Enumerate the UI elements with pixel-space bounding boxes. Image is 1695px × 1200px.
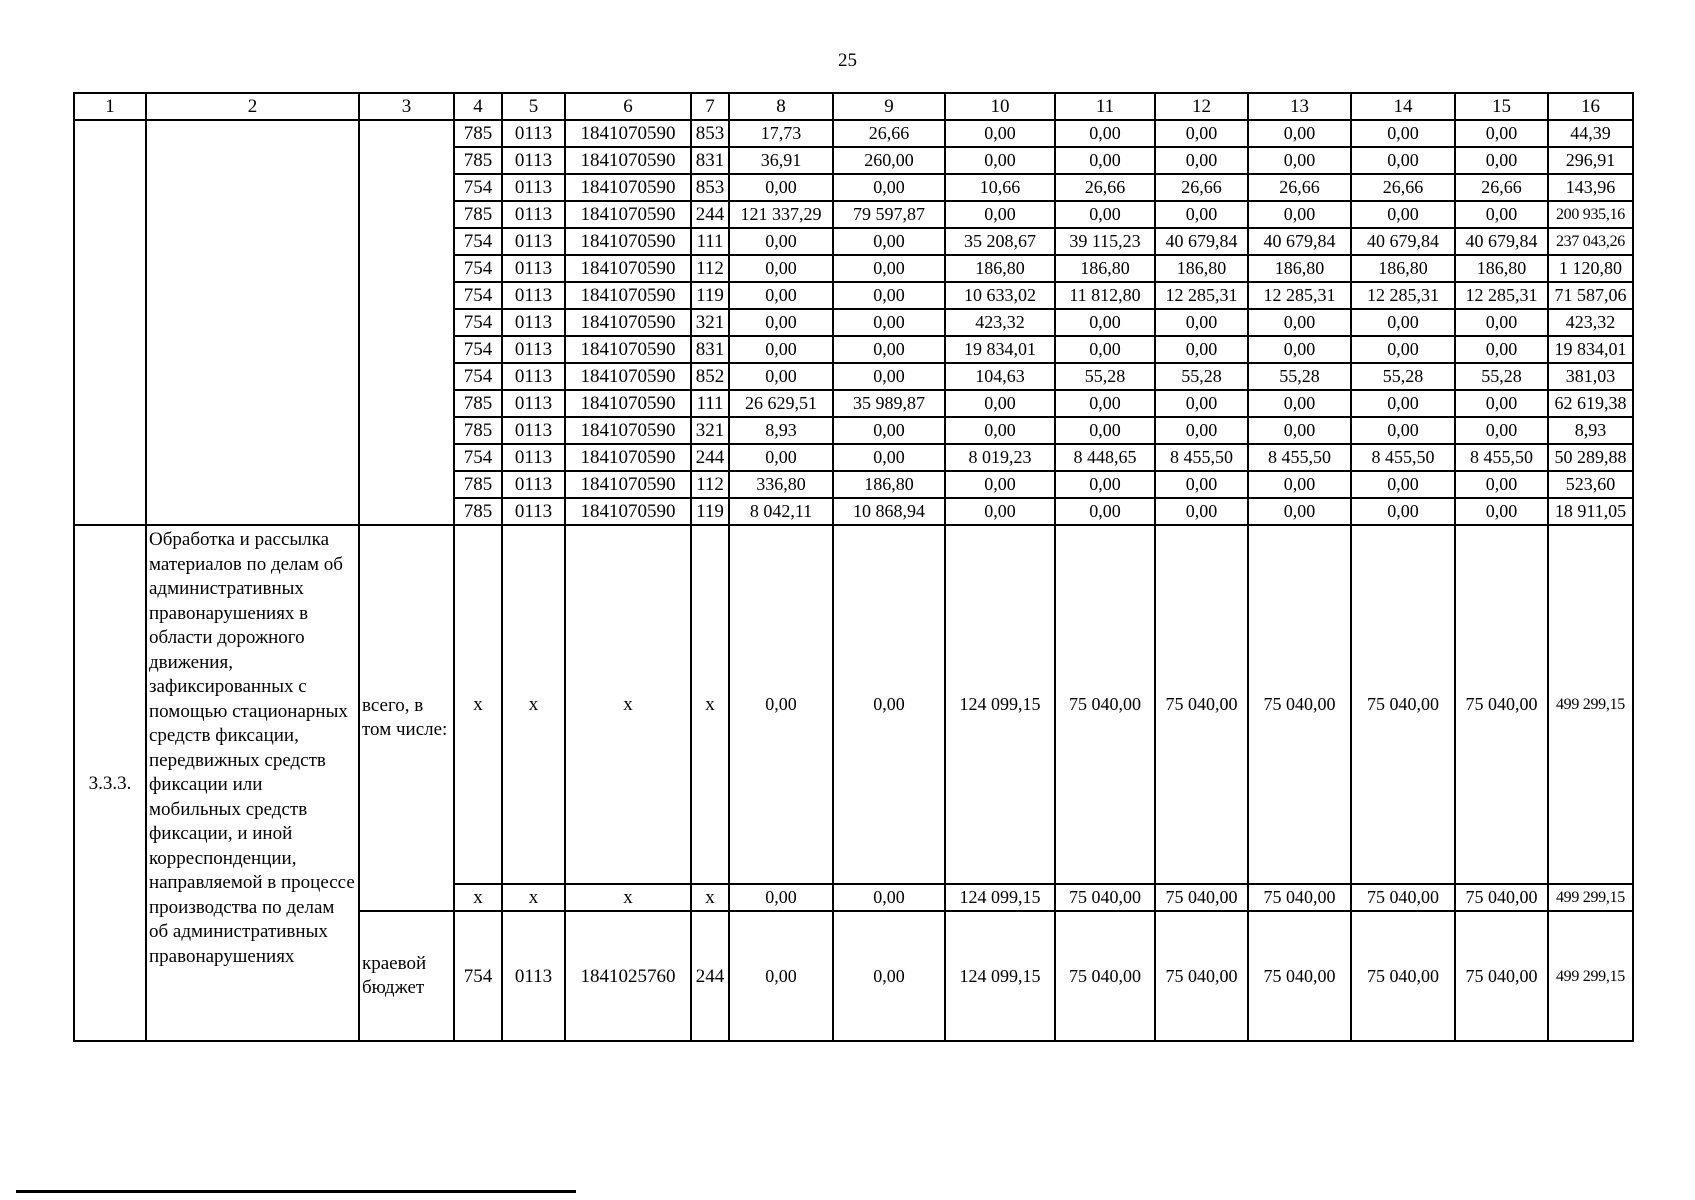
- page-number: 25: [838, 50, 857, 71]
- table-cell: 0,00: [1455, 120, 1548, 147]
- table-cell: 0113: [502, 147, 565, 174]
- header-cell: 6: [565, 93, 691, 120]
- table-cell: 26,66: [1248, 174, 1351, 201]
- table-cell: 0,00: [1155, 309, 1248, 336]
- table-cell: 186,80: [945, 255, 1055, 282]
- header-cell: 3: [359, 93, 454, 120]
- table-cell: 12 285,31: [1455, 282, 1548, 309]
- table-cell: 0,00: [729, 228, 833, 255]
- table-cell: 853: [691, 120, 729, 147]
- table-cell: 0,00: [1351, 147, 1455, 174]
- table-cell: 10 633,02: [945, 282, 1055, 309]
- header-cell: 15: [1455, 93, 1548, 120]
- table-cell: 112: [691, 255, 729, 282]
- table-cell: 12 285,31: [1248, 282, 1351, 309]
- table-cell: 55,28: [1351, 363, 1455, 390]
- table-cell: 0,00: [1248, 417, 1351, 444]
- table-cell: 0,00: [1248, 471, 1351, 498]
- table-cell: 0,00: [1455, 147, 1548, 174]
- regional-cell: 0,00: [833, 911, 945, 1041]
- table-cell: 79 597,87: [833, 201, 945, 228]
- total-cell: x: [565, 525, 691, 884]
- table-cell: 55,28: [1248, 363, 1351, 390]
- table-cell: 0113: [502, 390, 565, 417]
- table-cell: 55,28: [1055, 363, 1155, 390]
- subtotal-cell: 75 040,00: [1248, 884, 1351, 911]
- table-cell: 186,80: [1155, 255, 1248, 282]
- total-cell: x: [454, 525, 502, 884]
- table-cell: 0,00: [833, 336, 945, 363]
- header-cell: 8: [729, 93, 833, 120]
- regional-cell: 0,00: [729, 911, 833, 1041]
- table-cell: 143,96: [1548, 174, 1633, 201]
- table-cell: 423,32: [1548, 309, 1633, 336]
- table-cell: 112: [691, 471, 729, 498]
- regional-cell: 124 099,15: [945, 911, 1055, 1041]
- table-cell: 1841070590: [565, 309, 691, 336]
- header-cell: 10: [945, 93, 1055, 120]
- table-cell: 853: [691, 174, 729, 201]
- table-cell: 0,00: [833, 174, 945, 201]
- table-cell: 40 679,84: [1248, 228, 1351, 255]
- table-cell: 186,80: [1055, 255, 1155, 282]
- table-cell: 12 285,31: [1351, 282, 1455, 309]
- table-cell: 0,00: [945, 498, 1055, 525]
- total-label: всего, в том числе:: [359, 525, 454, 911]
- table-row: [74, 120, 1633, 147]
- table-cell: 785: [454, 147, 502, 174]
- table-cell: 8,93: [1548, 417, 1633, 444]
- table-cell: 321: [691, 417, 729, 444]
- table-cell: 0113: [502, 363, 565, 390]
- subtotal-cell: x: [565, 884, 691, 911]
- table-cell: 0,00: [1455, 390, 1548, 417]
- regional-cell: 1841025760: [565, 911, 691, 1041]
- table-cell: 0,00: [1055, 309, 1155, 336]
- table-cell: 523,60: [1548, 471, 1633, 498]
- table-cell: 754: [454, 336, 502, 363]
- table-cell: 754: [454, 255, 502, 282]
- table-cell: 26,66: [1055, 174, 1155, 201]
- table-cell: 0,00: [729, 174, 833, 201]
- table-cell: 121 337,29: [729, 201, 833, 228]
- table-cell: 0113: [502, 120, 565, 147]
- table-cell: 18 911,05: [1548, 498, 1633, 525]
- regional-cell: 75 040,00: [1248, 911, 1351, 1041]
- total-cell: 0,00: [833, 525, 945, 884]
- table-cell: 26,66: [1455, 174, 1548, 201]
- table-cell: 200 935,16: [1548, 201, 1633, 228]
- total-cell: 75 040,00: [1351, 525, 1455, 884]
- table-cell: 186,80: [1455, 255, 1548, 282]
- table-cell: 423,32: [945, 309, 1055, 336]
- table-cell: 40 679,84: [1155, 228, 1248, 255]
- table-cell: 8 042,11: [729, 498, 833, 525]
- source-cell: [359, 120, 454, 525]
- table-cell: 0,00: [1055, 417, 1155, 444]
- table-cell: 244: [691, 444, 729, 471]
- subtotal-cell: 75 040,00: [1455, 884, 1548, 911]
- table-cell: 0,00: [833, 417, 945, 444]
- table-cell: 321: [691, 309, 729, 336]
- table-cell: 1 120,80: [1548, 255, 1633, 282]
- table-cell: 1841070590: [565, 417, 691, 444]
- total-cell: x: [502, 525, 565, 884]
- table-cell: 186,80: [1351, 255, 1455, 282]
- table-cell: 26 629,51: [729, 390, 833, 417]
- header-cell: 12: [1155, 93, 1248, 120]
- subtotal-cell: 124 099,15: [945, 884, 1055, 911]
- row-number-cell: [74, 120, 146, 525]
- total-cell: 499 299,15: [1548, 525, 1633, 884]
- regional-cell: 75 040,00: [1351, 911, 1455, 1041]
- subtotal-cell: 499 299,15: [1548, 884, 1633, 911]
- regional-cell: 754: [454, 911, 502, 1041]
- section-total-row: [74, 525, 1633, 884]
- table-cell: 0,00: [729, 255, 833, 282]
- table-cell: 785: [454, 120, 502, 147]
- header-row: [74, 93, 1633, 120]
- header-cell: 7: [691, 93, 729, 120]
- table-cell: 0,00: [1248, 498, 1351, 525]
- table-cell: 0,00: [729, 336, 833, 363]
- header-cell: 16: [1548, 93, 1633, 120]
- header-cell: 5: [502, 93, 565, 120]
- table-cell: 0,00: [729, 309, 833, 336]
- table-cell: 381,03: [1548, 363, 1633, 390]
- table-cell: 1841070590: [565, 471, 691, 498]
- table-cell: 0,00: [1155, 147, 1248, 174]
- table-cell: 0113: [502, 336, 565, 363]
- table-cell: 1841070590: [565, 498, 691, 525]
- table-cell: 754: [454, 174, 502, 201]
- table-cell: 0113: [502, 417, 565, 444]
- regional-cell: 75 040,00: [1455, 911, 1548, 1041]
- table-cell: 0,00: [945, 390, 1055, 417]
- table-cell: 0113: [502, 174, 565, 201]
- table-cell: 1841070590: [565, 255, 691, 282]
- table-cell: 0,00: [1055, 147, 1155, 174]
- table-cell: 0,00: [945, 417, 1055, 444]
- table-cell: 0,00: [1351, 390, 1455, 417]
- table-cell: 1841070590: [565, 282, 691, 309]
- table-cell: 0,00: [1155, 120, 1248, 147]
- total-cell: 124 099,15: [945, 525, 1055, 884]
- table-cell: 1841070590: [565, 336, 691, 363]
- section-description: Обработка и рассылка материалов по делам об административных правонарушениях в области дорожного движения, зафиксированных с помощью стационарных средств фиксации, передвижных средств фиксации или мобильных средств фиксации, и иной корреспонденции, направляемой в процессе производства по делам об административных правонарушениях: [146, 525, 359, 1041]
- table-cell: 1841070590: [565, 120, 691, 147]
- table-cell: 119: [691, 498, 729, 525]
- table-cell: 0113: [502, 201, 565, 228]
- subtotal-cell: x: [502, 884, 565, 911]
- subtotal-cell: x: [454, 884, 502, 911]
- table-cell: 11 812,80: [1055, 282, 1155, 309]
- table-cell: 10,66: [945, 174, 1055, 201]
- regional-cell: 75 040,00: [1055, 911, 1155, 1041]
- table-cell: 0113: [502, 444, 565, 471]
- table-cell: 754: [454, 282, 502, 309]
- total-cell: 0,00: [729, 525, 833, 884]
- table-cell: 0,00: [945, 201, 1055, 228]
- table-cell: 55,28: [1455, 363, 1548, 390]
- header-cell: 4: [454, 93, 502, 120]
- table-cell: 8 455,50: [1155, 444, 1248, 471]
- table-cell: 40 679,84: [1455, 228, 1548, 255]
- regional-cell: 244: [691, 911, 729, 1041]
- description-cell: [146, 120, 359, 525]
- table-cell: 10 868,94: [833, 498, 945, 525]
- table-cell: 0,00: [1455, 417, 1548, 444]
- table-cell: 0,00: [945, 120, 1055, 147]
- table-cell: 111: [691, 390, 729, 417]
- table-cell: 0,00: [1455, 471, 1548, 498]
- table-cell: 0,00: [1351, 336, 1455, 363]
- table-cell: 0,00: [1155, 417, 1248, 444]
- subtotal-cell: x: [691, 884, 729, 911]
- header-cell: 1: [74, 93, 146, 120]
- table-cell: 50 289,88: [1548, 444, 1633, 471]
- table-cell: 39 115,23: [1055, 228, 1155, 255]
- total-cell: 75 040,00: [1155, 525, 1248, 884]
- subtotal-cell: 0,00: [729, 884, 833, 911]
- header-cell: 9: [833, 93, 945, 120]
- table-cell: 0113: [502, 309, 565, 336]
- table-cell: 0,00: [1248, 147, 1351, 174]
- table-cell: 0,00: [1055, 201, 1155, 228]
- table-cell: 35 989,87: [833, 390, 945, 417]
- table-cell: 0,00: [1455, 309, 1548, 336]
- table-cell: 0,00: [945, 471, 1055, 498]
- table-cell: 0,00: [1155, 390, 1248, 417]
- table-cell: 0,00: [1055, 471, 1155, 498]
- table-cell: 0113: [502, 471, 565, 498]
- subtotal-cell: 0,00: [833, 884, 945, 911]
- table-cell: 8 448,65: [1055, 444, 1155, 471]
- table-cell: 754: [454, 363, 502, 390]
- header-cell: 2: [146, 93, 359, 120]
- table-cell: 40 679,84: [1351, 228, 1455, 255]
- table-cell: 0,00: [1248, 309, 1351, 336]
- table-cell: 1841070590: [565, 147, 691, 174]
- table-cell: 186,80: [833, 471, 945, 498]
- table-cell: 36,91: [729, 147, 833, 174]
- table-cell: 754: [454, 228, 502, 255]
- table-cell: 0,00: [833, 282, 945, 309]
- table-cell: 0,00: [729, 363, 833, 390]
- table-cell: 8 019,23: [945, 444, 1055, 471]
- total-cell: 75 040,00: [1248, 525, 1351, 884]
- table-cell: 0113: [502, 498, 565, 525]
- table-cell: 35 208,67: [945, 228, 1055, 255]
- table-cell: 0,00: [729, 282, 833, 309]
- table-cell: 26,66: [1155, 174, 1248, 201]
- subtotal-cell: 75 040,00: [1155, 884, 1248, 911]
- table-cell: 8 455,50: [1455, 444, 1548, 471]
- table-cell: 0,00: [1155, 471, 1248, 498]
- table-cell: 0,00: [1351, 120, 1455, 147]
- table-cell: 0,00: [1455, 336, 1548, 363]
- table-cell: 55,28: [1155, 363, 1248, 390]
- table-cell: 19 834,01: [1548, 336, 1633, 363]
- table-cell: 186,80: [1248, 255, 1351, 282]
- table-cell: 1841070590: [565, 390, 691, 417]
- table-cell: 0,00: [1248, 120, 1351, 147]
- table-cell: 754: [454, 444, 502, 471]
- table-cell: 0113: [502, 255, 565, 282]
- table-cell: 754: [454, 309, 502, 336]
- table-cell: 0,00: [1055, 498, 1155, 525]
- table-cell: 785: [454, 471, 502, 498]
- table-cell: 0,00: [833, 309, 945, 336]
- table-cell: 0,00: [833, 444, 945, 471]
- table-cell: 119: [691, 282, 729, 309]
- table-cell: 831: [691, 336, 729, 363]
- table-cell: 1841070590: [565, 363, 691, 390]
- table-cell: 260,00: [833, 147, 945, 174]
- table-cell: 852: [691, 363, 729, 390]
- table-cell: 8,93: [729, 417, 833, 444]
- table-cell: 0,00: [833, 255, 945, 282]
- table-cell: 1841070590: [565, 228, 691, 255]
- table-cell: 0,00: [833, 363, 945, 390]
- table-cell: 0,00: [833, 228, 945, 255]
- table-cell: 26,66: [833, 120, 945, 147]
- table-cell: 12 285,31: [1155, 282, 1248, 309]
- table-cell: 17,73: [729, 120, 833, 147]
- table-cell: 8 455,50: [1351, 444, 1455, 471]
- table-cell: 0,00: [1155, 498, 1248, 525]
- table-cell: 0,00: [1351, 498, 1455, 525]
- table-cell: 0,00: [1248, 390, 1351, 417]
- section-number: 3.3.3.: [74, 525, 146, 1041]
- table-cell: 62 619,38: [1548, 390, 1633, 417]
- header-cell: 13: [1248, 93, 1351, 120]
- table-cell: 237 043,26: [1548, 228, 1633, 255]
- table-cell: 111: [691, 228, 729, 255]
- budget-table: [73, 92, 1634, 1042]
- table-cell: 1841070590: [565, 201, 691, 228]
- table-cell: 785: [454, 390, 502, 417]
- regional-cell: 499 299,15: [1548, 911, 1633, 1041]
- table-cell: 8 455,50: [1248, 444, 1351, 471]
- table-cell: 244: [691, 201, 729, 228]
- table-cell: 0,00: [1055, 120, 1155, 147]
- table-cell: 0,00: [1248, 201, 1351, 228]
- table-cell: 0,00: [1155, 336, 1248, 363]
- table-cell: 336,80: [729, 471, 833, 498]
- table-cell: 1841070590: [565, 444, 691, 471]
- table-cell: 0,00: [1155, 201, 1248, 228]
- subtotal-cell: 75 040,00: [1351, 884, 1455, 911]
- table-cell: 0,00: [1455, 498, 1548, 525]
- table-cell: 0,00: [1055, 336, 1155, 363]
- header-cell: 14: [1351, 93, 1455, 120]
- total-cell: 75 040,00: [1455, 525, 1548, 884]
- table-cell: 0,00: [1351, 471, 1455, 498]
- subtotal-cell: 75 040,00: [1055, 884, 1155, 911]
- table-cell: 0,00: [1248, 336, 1351, 363]
- regional-label: краевой бюджет: [359, 911, 454, 1041]
- regional-cell: 0113: [502, 911, 565, 1041]
- footer-rule: [16, 1190, 576, 1193]
- table-cell: 71 587,06: [1548, 282, 1633, 309]
- table-cell: 0,00: [1351, 417, 1455, 444]
- table-cell: 785: [454, 417, 502, 444]
- table-cell: 0,00: [1055, 390, 1155, 417]
- table-cell: 0113: [502, 282, 565, 309]
- table-cell: 26,66: [1351, 174, 1455, 201]
- table-cell: 1841070590: [565, 174, 691, 201]
- table-cell: 0,00: [1351, 309, 1455, 336]
- total-cell: 75 040,00: [1055, 525, 1155, 884]
- table-cell: 104,63: [945, 363, 1055, 390]
- table-cell: 0,00: [1455, 201, 1548, 228]
- table-cell: 0,00: [1351, 201, 1455, 228]
- table-cell: 19 834,01: [945, 336, 1055, 363]
- total-cell: x: [691, 525, 729, 884]
- regional-cell: 75 040,00: [1155, 911, 1248, 1041]
- table-cell: 831: [691, 147, 729, 174]
- table-cell: 0,00: [945, 147, 1055, 174]
- table-cell: 785: [454, 498, 502, 525]
- table-cell: 44,39: [1548, 120, 1633, 147]
- table-cell: 785: [454, 201, 502, 228]
- table-cell: 0,00: [729, 444, 833, 471]
- table-cell: 0113: [502, 228, 565, 255]
- table-cell: 296,91: [1548, 147, 1633, 174]
- header-cell: 11: [1055, 93, 1155, 120]
